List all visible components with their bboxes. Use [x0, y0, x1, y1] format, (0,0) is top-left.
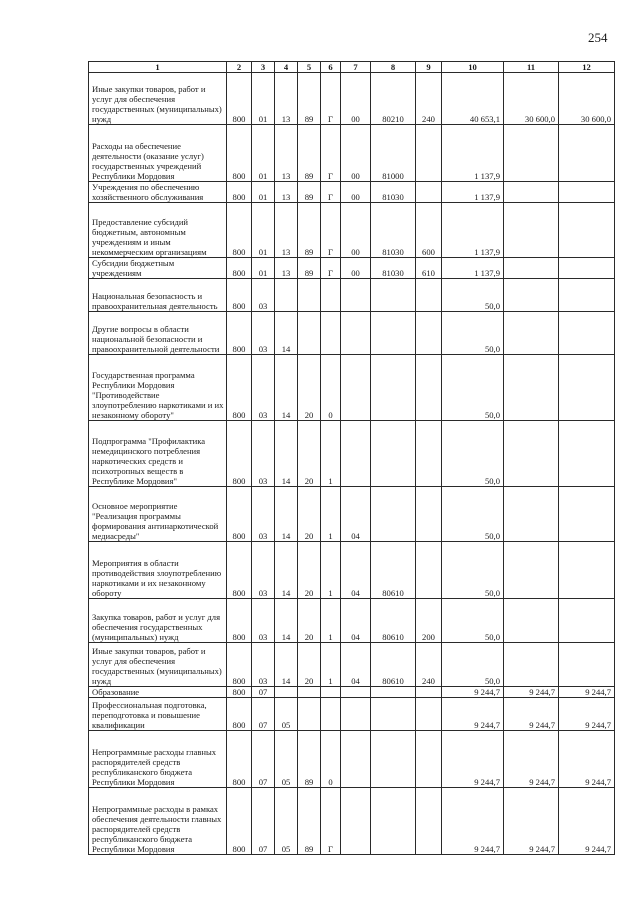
code-section-cell: 01 [252, 73, 275, 125]
code-expense-type-cell [416, 487, 442, 542]
item-name-cell: Основное мероприятие "Реализация программы формирования антинаркотической медиасреды" [89, 487, 227, 542]
code-subsection-cell: 14 [275, 312, 298, 355]
amount-year-1-cell: 1 137,9 [442, 203, 504, 258]
code-expense-type-cell: 240 [416, 643, 442, 687]
code-expense-type-cell [416, 698, 442, 731]
table-row [89, 279, 615, 312]
code-expense-type-cell: 600 [416, 203, 442, 258]
column-header-11: 11 [504, 62, 559, 73]
code-direction-cell: 81030 [371, 203, 416, 258]
amount-year-2-cell [504, 487, 559, 542]
code-activity-cell: 04 [341, 487, 371, 542]
code-expense-type-cell [416, 421, 442, 487]
code-direction-cell [371, 788, 416, 855]
code-activity-cell: 04 [341, 643, 371, 687]
column-header-1: 1 [89, 62, 227, 73]
code-subprogram-cell: 1 [321, 487, 341, 542]
code-program-cell: 89 [298, 203, 321, 258]
code-subprogram-cell: 1 [321, 421, 341, 487]
code-program-cell [298, 687, 321, 698]
amount-year-3-cell [559, 279, 615, 312]
code-ministry-cell: 800 [227, 182, 252, 203]
amount-year-1-cell: 9 244,7 [442, 788, 504, 855]
code-activity-cell: 00 [341, 203, 371, 258]
item-name-cell: Предоставление субсидий бюджетным, автономным учреждениям и иным некоммерческим организациям [89, 203, 227, 258]
code-program-cell [298, 312, 321, 355]
code-activity-cell: 00 [341, 73, 371, 125]
item-name-cell: Закупка товаров, работ и услуг для обеспечения государственных (муниципальных) нужд [89, 599, 227, 643]
amount-year-2-cell [504, 599, 559, 643]
amount-year-2-cell [504, 279, 559, 312]
table-row [89, 355, 615, 421]
code-program-cell [298, 698, 321, 731]
amount-year-3-cell: 9 244,7 [559, 687, 615, 698]
amount-year-3-cell [559, 355, 615, 421]
code-section-cell: 03 [252, 312, 275, 355]
item-name-cell: Профессиональная подготовка, переподготовка и повышение квалификации [89, 698, 227, 731]
code-subprogram-cell: 0 [321, 731, 341, 788]
code-section-cell: 03 [252, 279, 275, 312]
amount-year-1-cell: 50,0 [442, 487, 504, 542]
code-expense-type-cell [416, 788, 442, 855]
code-ministry-cell: 800 [227, 312, 252, 355]
code-program-cell: 89 [298, 258, 321, 279]
amount-year-3-cell [559, 542, 615, 599]
code-ministry-cell: 800 [227, 731, 252, 788]
code-program-cell: 89 [298, 73, 321, 125]
item-name-cell: Национальная безопасность и правоохранительная деятельность [89, 279, 227, 312]
item-name-cell: Иные закупки товаров, работ и услуг для обеспечения государственных (муниципальных) нужд [89, 73, 227, 125]
table-row [89, 788, 615, 855]
code-direction-cell [371, 698, 416, 731]
code-subsection-cell: 14 [275, 355, 298, 421]
amount-year-2-cell: 9 244,7 [504, 687, 559, 698]
code-subsection-cell [275, 687, 298, 698]
code-subprogram-cell: 1 [321, 643, 341, 687]
amount-year-3-cell [559, 421, 615, 487]
table-row [89, 731, 615, 788]
item-name-cell: Образование [89, 687, 227, 698]
amount-year-1-cell: 50,0 [442, 312, 504, 355]
code-section-cell: 07 [252, 731, 275, 788]
amount-year-3-cell [559, 258, 615, 279]
code-direction-cell [371, 421, 416, 487]
amount-year-2-cell: 30 600,0 [504, 73, 559, 125]
amount-year-1-cell: 50,0 [442, 599, 504, 643]
code-section-cell: 01 [252, 125, 275, 182]
column-header-6: 6 [321, 62, 341, 73]
amount-year-3-cell [559, 203, 615, 258]
code-direction-cell [371, 687, 416, 698]
amount-year-3-cell [559, 312, 615, 355]
amount-year-2-cell [504, 182, 559, 203]
code-subsection-cell: 14 [275, 542, 298, 599]
code-direction-cell [371, 279, 416, 312]
code-direction-cell: 80610 [371, 599, 416, 643]
code-subprogram-cell: Г [321, 788, 341, 855]
column-header-7: 7 [341, 62, 371, 73]
code-ministry-cell: 800 [227, 542, 252, 599]
code-expense-type-cell [416, 125, 442, 182]
code-section-cell: 03 [252, 421, 275, 487]
code-activity-cell [341, 421, 371, 487]
amount-year-2-cell [504, 643, 559, 687]
code-subprogram-cell [321, 698, 341, 731]
code-ministry-cell: 800 [227, 203, 252, 258]
code-section-cell: 03 [252, 355, 275, 421]
code-subprogram-cell: Г [321, 73, 341, 125]
code-direction-cell [371, 487, 416, 542]
code-expense-type-cell [416, 312, 442, 355]
column-header-4: 4 [275, 62, 298, 73]
amount-year-2-cell [504, 542, 559, 599]
code-section-cell: 07 [252, 788, 275, 855]
table-row [89, 73, 615, 125]
code-direction-cell: 80610 [371, 542, 416, 599]
code-ministry-cell: 800 [227, 73, 252, 125]
code-direction-cell [371, 355, 416, 421]
code-activity-cell [341, 731, 371, 788]
code-program-cell [298, 279, 321, 312]
code-direction-cell [371, 731, 416, 788]
amount-year-3-cell: 9 244,7 [559, 698, 615, 731]
amount-year-2-cell: 9 244,7 [504, 788, 559, 855]
code-activity-cell: 00 [341, 182, 371, 203]
amount-year-1-cell: 50,0 [442, 542, 504, 599]
amount-year-1-cell: 50,0 [442, 355, 504, 421]
column-header-8: 8 [371, 62, 416, 73]
code-activity-cell [341, 788, 371, 855]
page-number: 254 [588, 30, 608, 45]
code-section-cell: 07 [252, 698, 275, 731]
code-expense-type-cell [416, 182, 442, 203]
code-section-cell: 03 [252, 643, 275, 687]
table-row [89, 421, 615, 487]
code-section-cell: 01 [252, 203, 275, 258]
item-name-cell: Иные закупки товаров, работ и услуг для обеспечения государственных (муниципальных) нужд [89, 643, 227, 687]
code-subprogram-cell: 0 [321, 355, 341, 421]
amount-year-3-cell [559, 599, 615, 643]
item-name-cell: Непрограммные расходы главных распорядителей средств республиканского бюджета Республики Мордовия [89, 731, 227, 788]
table-row [89, 125, 615, 182]
amount-year-2-cell [504, 421, 559, 487]
code-program-cell: 89 [298, 125, 321, 182]
code-activity-cell: 00 [341, 125, 371, 182]
code-subsection-cell: 13 [275, 203, 298, 258]
code-ministry-cell: 800 [227, 643, 252, 687]
code-expense-type-cell [416, 355, 442, 421]
amount-year-1-cell: 9 244,7 [442, 731, 504, 788]
code-direction-cell: 81030 [371, 182, 416, 203]
code-expense-type-cell: 610 [416, 258, 442, 279]
code-program-cell: 20 [298, 599, 321, 643]
amount-year-3-cell [559, 182, 615, 203]
code-section-cell: 01 [252, 258, 275, 279]
code-ministry-cell: 800 [227, 599, 252, 643]
code-section-cell: 07 [252, 687, 275, 698]
code-subsection-cell: 05 [275, 731, 298, 788]
table-header-row [89, 62, 615, 73]
amount-year-1-cell: 40 653,1 [442, 73, 504, 125]
code-subsection-cell: 14 [275, 643, 298, 687]
column-header-12: 12 [559, 62, 615, 73]
code-program-cell: 20 [298, 643, 321, 687]
code-program-cell: 20 [298, 355, 321, 421]
code-section-cell: 01 [252, 182, 275, 203]
amount-year-1-cell: 9 244,7 [442, 698, 504, 731]
table-row [89, 687, 615, 698]
amount-year-1-cell: 1 137,9 [442, 258, 504, 279]
table-row [89, 643, 615, 687]
code-direction-cell: 80210 [371, 73, 416, 125]
amount-year-2-cell [504, 312, 559, 355]
amount-year-2-cell: 9 244,7 [504, 698, 559, 731]
code-subsection-cell: 13 [275, 182, 298, 203]
amount-year-3-cell: 9 244,7 [559, 731, 615, 788]
code-subsection-cell: 13 [275, 125, 298, 182]
code-subprogram-cell [321, 687, 341, 698]
amount-year-3-cell: 9 244,7 [559, 788, 615, 855]
table-row [89, 698, 615, 731]
amount-year-3-cell [559, 643, 615, 687]
code-activity-cell: 00 [341, 258, 371, 279]
code-program-cell: 89 [298, 731, 321, 788]
code-subprogram-cell: Г [321, 203, 341, 258]
code-direction-cell: 81030 [371, 258, 416, 279]
amount-year-3-cell [559, 125, 615, 182]
code-direction-cell: 81000 [371, 125, 416, 182]
code-subprogram-cell [321, 312, 341, 355]
code-section-cell: 03 [252, 599, 275, 643]
item-name-cell: Учреждения по обеспечению хозяйственного обслуживания [89, 182, 227, 203]
amount-year-1-cell: 9 244,7 [442, 687, 504, 698]
code-subsection-cell: 13 [275, 73, 298, 125]
code-activity-cell [341, 279, 371, 312]
code-expense-type-cell: 240 [416, 73, 442, 125]
code-activity-cell [341, 698, 371, 731]
code-subsection-cell: 05 [275, 698, 298, 731]
code-program-cell: 20 [298, 421, 321, 487]
code-direction-cell: 80610 [371, 643, 416, 687]
code-activity-cell [341, 687, 371, 698]
code-ministry-cell: 800 [227, 258, 252, 279]
code-subprogram-cell: Г [321, 125, 341, 182]
code-activity-cell: 04 [341, 599, 371, 643]
code-ministry-cell: 800 [227, 687, 252, 698]
code-ministry-cell: 800 [227, 698, 252, 731]
code-subsection-cell: 14 [275, 421, 298, 487]
code-section-cell: 03 [252, 542, 275, 599]
table-row [89, 599, 615, 643]
code-ministry-cell: 800 [227, 125, 252, 182]
item-name-cell: Государственная программа Республики Мордовия "Противодействие злоупотреблению наркотиками и их незаконному обороту" [89, 355, 227, 421]
code-ministry-cell: 800 [227, 279, 252, 312]
code-subsection-cell: 14 [275, 487, 298, 542]
code-subsection-cell: 05 [275, 788, 298, 855]
code-subsection-cell [275, 279, 298, 312]
code-subsection-cell: 13 [275, 258, 298, 279]
column-header-5: 5 [298, 62, 321, 73]
code-ministry-cell: 800 [227, 355, 252, 421]
column-header-10: 10 [442, 62, 504, 73]
code-program-cell: 20 [298, 487, 321, 542]
table-row [89, 258, 615, 279]
amount-year-2-cell [504, 125, 559, 182]
item-name-cell: Расходы на обеспечение деятельности (оказание услуг) государственных учреждений Республики Мордовия [89, 125, 227, 182]
amount-year-2-cell: 9 244,7 [504, 731, 559, 788]
code-expense-type-cell [416, 542, 442, 599]
amount-year-1-cell: 50,0 [442, 279, 504, 312]
item-name-cell: Подпрограмма "Профилактика немедицинского потребления наркотических средств и психотропных веществ в Республике Мордовия" [89, 421, 227, 487]
table-row [89, 312, 615, 355]
code-program-cell: 20 [298, 542, 321, 599]
code-activity-cell [341, 355, 371, 421]
amount-year-1-cell: 50,0 [442, 421, 504, 487]
code-expense-type-cell [416, 687, 442, 698]
amount-year-1-cell: 1 137,9 [442, 125, 504, 182]
code-subprogram-cell: 1 [321, 599, 341, 643]
code-subprogram-cell [321, 279, 341, 312]
item-name-cell: Субсидии бюджетным учреждениям [89, 258, 227, 279]
code-ministry-cell: 800 [227, 421, 252, 487]
column-header-3: 3 [252, 62, 275, 73]
amount-year-1-cell: 50,0 [442, 643, 504, 687]
code-subprogram-cell: Г [321, 182, 341, 203]
amount-year-2-cell [504, 203, 559, 258]
code-subprogram-cell: Г [321, 258, 341, 279]
budget-table [88, 61, 615, 855]
code-expense-type-cell: 200 [416, 599, 442, 643]
code-ministry-cell: 800 [227, 487, 252, 542]
code-subsection-cell: 14 [275, 599, 298, 643]
column-header-9: 9 [416, 62, 442, 73]
amount-year-1-cell: 1 137,9 [442, 182, 504, 203]
code-expense-type-cell [416, 279, 442, 312]
code-ministry-cell: 800 [227, 788, 252, 855]
code-section-cell: 03 [252, 487, 275, 542]
table-row [89, 182, 615, 203]
code-activity-cell: 04 [341, 542, 371, 599]
code-direction-cell [371, 312, 416, 355]
code-activity-cell [341, 312, 371, 355]
code-program-cell: 89 [298, 788, 321, 855]
table-row [89, 203, 615, 258]
code-subprogram-cell: 1 [321, 542, 341, 599]
amount-year-3-cell: 30 600,0 [559, 73, 615, 125]
table-row [89, 487, 615, 542]
table-row [89, 542, 615, 599]
amount-year-2-cell [504, 355, 559, 421]
code-program-cell: 89 [298, 182, 321, 203]
amount-year-2-cell [504, 258, 559, 279]
amount-year-3-cell [559, 487, 615, 542]
item-name-cell: Мероприятия в области противодействия злоупотреблению наркотиками и их незаконному обороту [89, 542, 227, 599]
code-expense-type-cell [416, 731, 442, 788]
item-name-cell: Непрограммные расходы в рамках обеспечения деятельности главных распорядителей средств республиканского бюджета Республики Мордовия [89, 788, 227, 855]
item-name-cell: Другие вопросы в области национальной безопасности и правоохранительной деятельности [89, 312, 227, 355]
column-header-2: 2 [227, 62, 252, 73]
